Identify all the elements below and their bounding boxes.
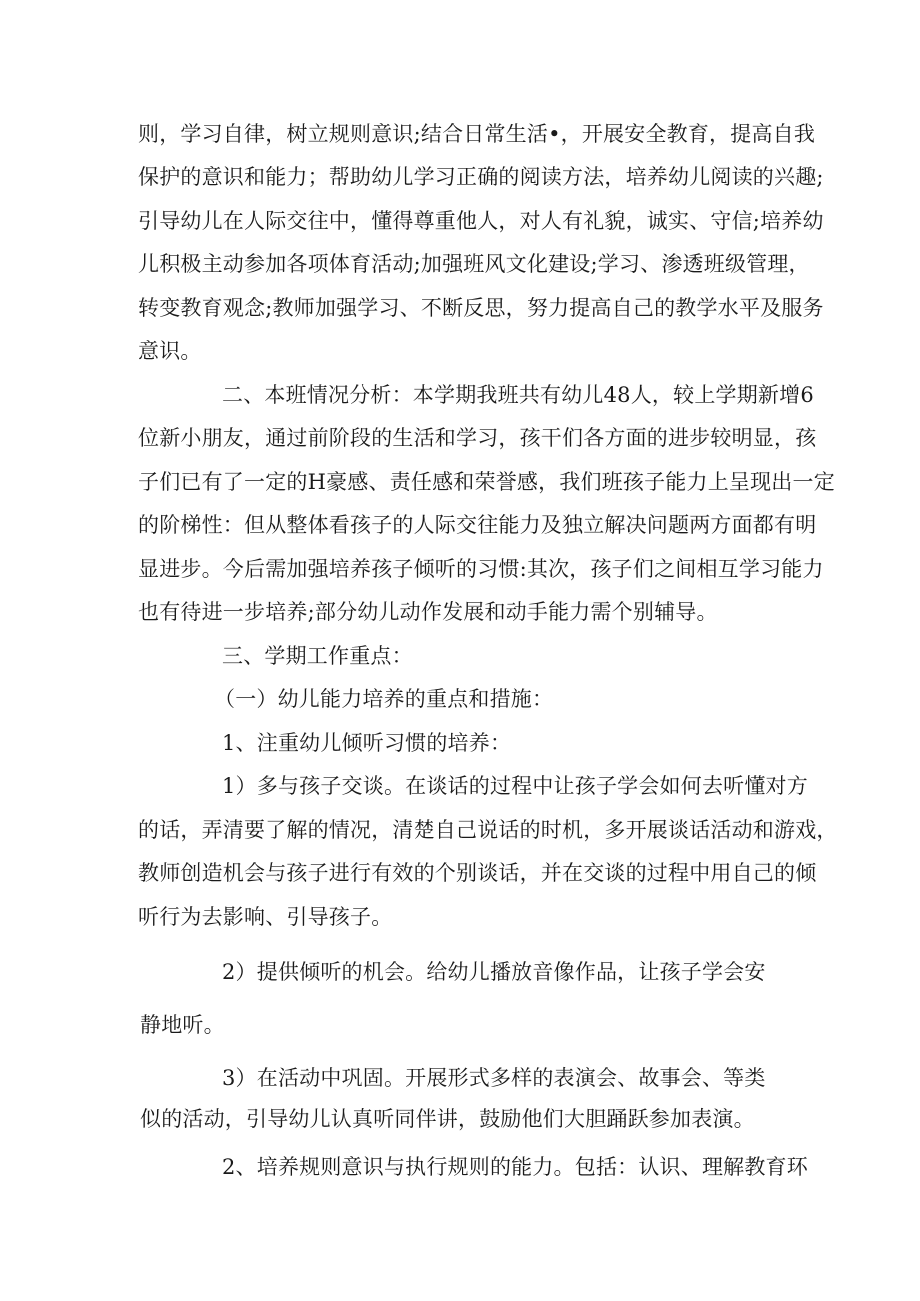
- text-line: 也有待进一步培养;部分幼儿动作发展和动手能力需个别辅导。: [138, 600, 718, 624]
- subsection-heading: （一）幼儿能力培养的重点和措施：: [214, 687, 554, 711]
- text-line: 听行为去影响、引导孩子。: [138, 905, 393, 929]
- text-line: 1）多与孩子交谈。在谈话的过程中让孩子学会如何去听懂对方: [222, 774, 808, 798]
- section-heading: 三、学期工作重点：: [222, 644, 413, 668]
- text-line: 静地听。: [140, 1013, 225, 1037]
- text-line: 转变教育观念;教师加强学习、不断反思，努力提高自己的教学水平及服务: [138, 296, 824, 320]
- section-heading: 二、本班情况分析：本学期我班共有幼儿48人，较上学期新增6: [222, 383, 814, 407]
- text-line: 儿积极主动参加各项体育活动;加强班风文化建设;学习、渗透班级管理，: [138, 252, 810, 276]
- item-heading: 2、培养规则意识与执行规则的能力。包括：认识、理解教育环: [222, 1155, 808, 1179]
- text-line: 子们已有了一定的H豪感、责任感和荣誉感，我们班孩子能力上呈现出一定: [138, 470, 835, 494]
- text-line: 似的活动，引导幼儿认真听同伴讲，鼓励他们大胆踊跃参加表演。: [140, 1107, 755, 1131]
- text-line: 引导幼儿在人际交往中，懂得尊重他人，对人有礼貌，诚实、守信;培养幼: [138, 209, 824, 233]
- text-line: 的阶梯性：但从整体看孩子的人际交往能力及独立解决问题两方面都有明: [138, 513, 817, 537]
- text-line: 则，学习自律，树立规则意识;结合日常生活•，开展安全教育，提高自我: [138, 122, 816, 146]
- text-line: 的话，弄清要了解的情况，清楚自己说话的时机，多开展谈话活动和游戏，: [138, 818, 838, 842]
- text-line: 保护的意识和能力；帮助幼儿学习正确的阅读方法，培养幼儿阅读的兴趣;: [138, 165, 824, 189]
- text-line: 位新小朋友，通过前阶段的生活和学习，孩干们各方面的进步较明显，孩: [138, 426, 817, 450]
- text-line: 2）提供倾听的机会。给幼儿播放音像作品，让孩子学会安: [222, 960, 766, 984]
- text-line: 意识。: [138, 339, 202, 363]
- text-line: 显进步。今后需加强培养孩子倾听的习惯:其次，孩子们之间相互学习能力: [138, 557, 824, 581]
- text-line: 3）在活动中巩固。开展形式多样的表演会、故事会、等类: [222, 1066, 766, 1090]
- item-heading: 1、注重幼儿倾听习惯的培养：: [222, 731, 512, 755]
- text-line: 教师创造机会与孩子进行有效的个别谈话，并在交谈的过程中用自己的倾: [138, 861, 817, 885]
